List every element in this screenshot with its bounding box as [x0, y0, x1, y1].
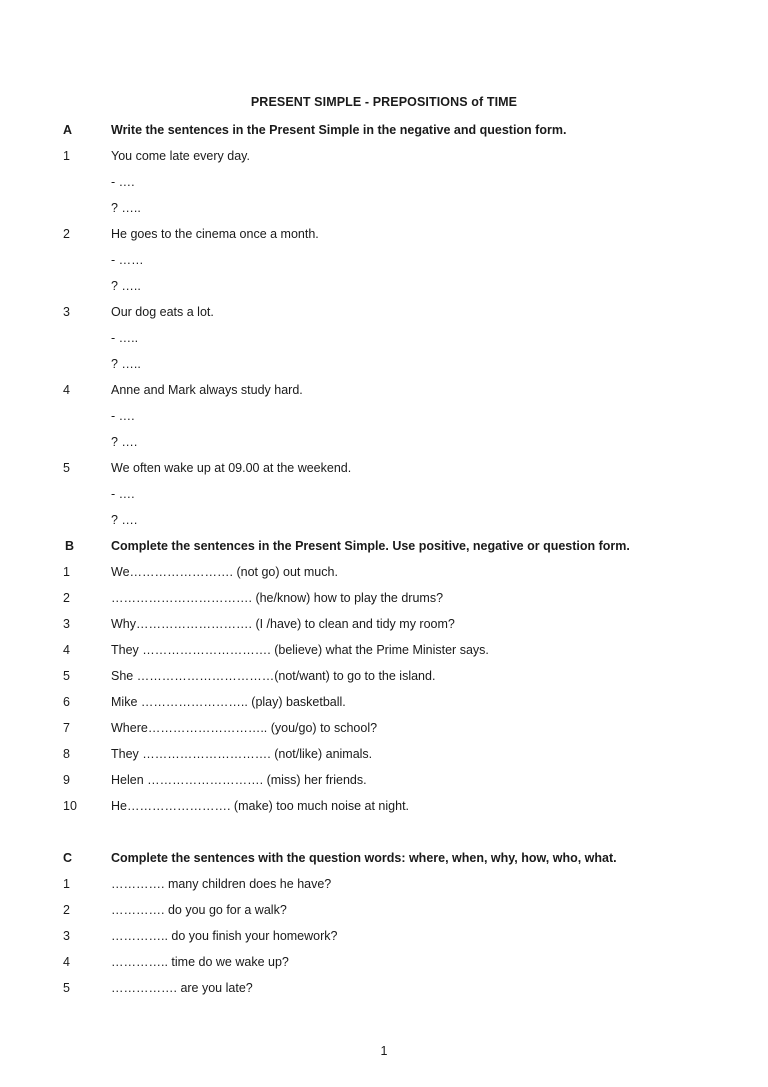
- negative-blank: - …..: [111, 331, 139, 345]
- section-b-header: [0, 537, 768, 555]
- item-sentence: She ……………………………(not/want) to go to the island.: [111, 669, 436, 683]
- item-sentence: …………. many children does he have?: [111, 877, 332, 891]
- answer-line-negative: [0, 251, 768, 269]
- item-number: 5: [63, 669, 70, 683]
- page-title: PRESENT SIMPLE - PREPOSITIONS of TIME: [250, 95, 518, 109]
- item-sentence: You come late every day.: [111, 149, 250, 163]
- list-item: [0, 459, 768, 477]
- section-c-header: [0, 849, 768, 867]
- item-number: 1: [63, 149, 70, 163]
- section-a-header: [0, 121, 768, 139]
- item-sentence: Our dog eats a lot.: [111, 305, 214, 319]
- question-blank: ? ….: [111, 435, 138, 449]
- list-item: [0, 225, 768, 243]
- item-number: 4: [63, 955, 70, 969]
- item-number: 2: [63, 591, 70, 605]
- list-item: [0, 147, 768, 165]
- list-item: [0, 953, 768, 971]
- negative-blank: - ….: [111, 409, 135, 423]
- item-sentence: ………….. time do we wake up?: [111, 955, 289, 969]
- answer-line-question: [0, 277, 768, 295]
- section-instruction: Complete the sentences in the Present Simple. Use positive, negative or question form.: [111, 539, 630, 553]
- question-blank: ? ….: [111, 513, 138, 527]
- item-sentence: Anne and Mark always study hard.: [111, 383, 303, 397]
- item-sentence: Helen ………………………. (miss) her friends.: [111, 773, 367, 787]
- item-sentence: We……………………. (not go) out much.: [111, 565, 338, 579]
- answer-line-negative: [0, 407, 768, 425]
- section-letter: A: [63, 123, 73, 137]
- list-item: [0, 693, 768, 711]
- question-blank: ? …..: [111, 357, 141, 371]
- section-letter: C: [63, 851, 73, 865]
- item-sentence: They …………………………. (believe) what the Prime Minister says.: [111, 643, 489, 657]
- item-number: 8: [63, 747, 70, 761]
- item-sentence: Mike …………………….. (play) basketball.: [111, 695, 346, 709]
- list-item: [0, 745, 768, 763]
- item-number: 5: [63, 461, 70, 475]
- item-sentence: He goes to the cinema once a month.: [111, 227, 319, 241]
- item-number: 6: [63, 695, 70, 709]
- question-blank: ? …..: [111, 201, 141, 215]
- negative-blank: - ……: [111, 253, 144, 267]
- list-item: [0, 563, 768, 581]
- item-sentence: …………. do you go for a walk?: [111, 903, 287, 917]
- item-number: 10: [63, 799, 77, 813]
- list-item: [0, 797, 768, 815]
- list-item: [0, 979, 768, 997]
- list-item: [0, 719, 768, 737]
- list-item: [0, 641, 768, 659]
- item-sentence: They …………………………. (not/like) animals.: [111, 747, 373, 761]
- section-instruction: Complete the sentences with the question words: where, when, why, how, who, what.: [111, 851, 617, 865]
- item-sentence: He……………………. (make) too much noise at night.: [111, 799, 410, 813]
- section-instruction: Write the sentences in the Present Simple in the negative and question form.: [111, 123, 567, 137]
- question-blank: ? …..: [111, 279, 141, 293]
- list-item: [0, 875, 768, 893]
- answer-line-question: [0, 433, 768, 451]
- item-number: 2: [63, 227, 70, 241]
- item-sentence: ……………………………. (he/know) how to play the drums?: [111, 591, 444, 605]
- item-sentence: We often wake up at 09.00 at the weekend.: [111, 461, 352, 475]
- item-number: 5: [63, 981, 70, 995]
- negative-blank: - ….: [111, 487, 135, 501]
- list-item: [0, 927, 768, 945]
- section-letter: B: [65, 539, 75, 553]
- list-item: [0, 615, 768, 633]
- item-number: 3: [63, 305, 70, 319]
- item-number: 9: [63, 773, 70, 787]
- answer-line-negative: [0, 485, 768, 503]
- list-item: [0, 381, 768, 399]
- list-item: [0, 303, 768, 321]
- list-item: [0, 771, 768, 789]
- item-number: 2: [63, 903, 70, 917]
- answer-line-negative: [0, 329, 768, 347]
- item-sentence: Where……………………….. (you/go) to school?: [111, 721, 378, 735]
- item-sentence: ……………. are you late?: [111, 981, 253, 995]
- item-number: 3: [63, 929, 70, 943]
- item-number: 7: [63, 721, 70, 735]
- item-number: 4: [63, 643, 70, 657]
- item-number: 3: [63, 617, 70, 631]
- answer-line-question: [0, 199, 768, 217]
- item-number: 4: [63, 383, 70, 397]
- item-sentence: Why………………………. (I /have) to clean and tidy my room?: [111, 617, 455, 631]
- item-number: 1: [63, 565, 70, 579]
- item-number: 1: [63, 877, 70, 891]
- list-item: [0, 589, 768, 607]
- page-number: 1: [380, 1044, 388, 1058]
- negative-blank: - ….: [111, 175, 135, 189]
- list-item: [0, 667, 768, 685]
- item-sentence: ………….. do you finish your homework?: [111, 929, 338, 943]
- answer-line-negative: [0, 173, 768, 191]
- list-item: [0, 901, 768, 919]
- answer-line-question: [0, 355, 768, 373]
- answer-line-question: [0, 511, 768, 529]
